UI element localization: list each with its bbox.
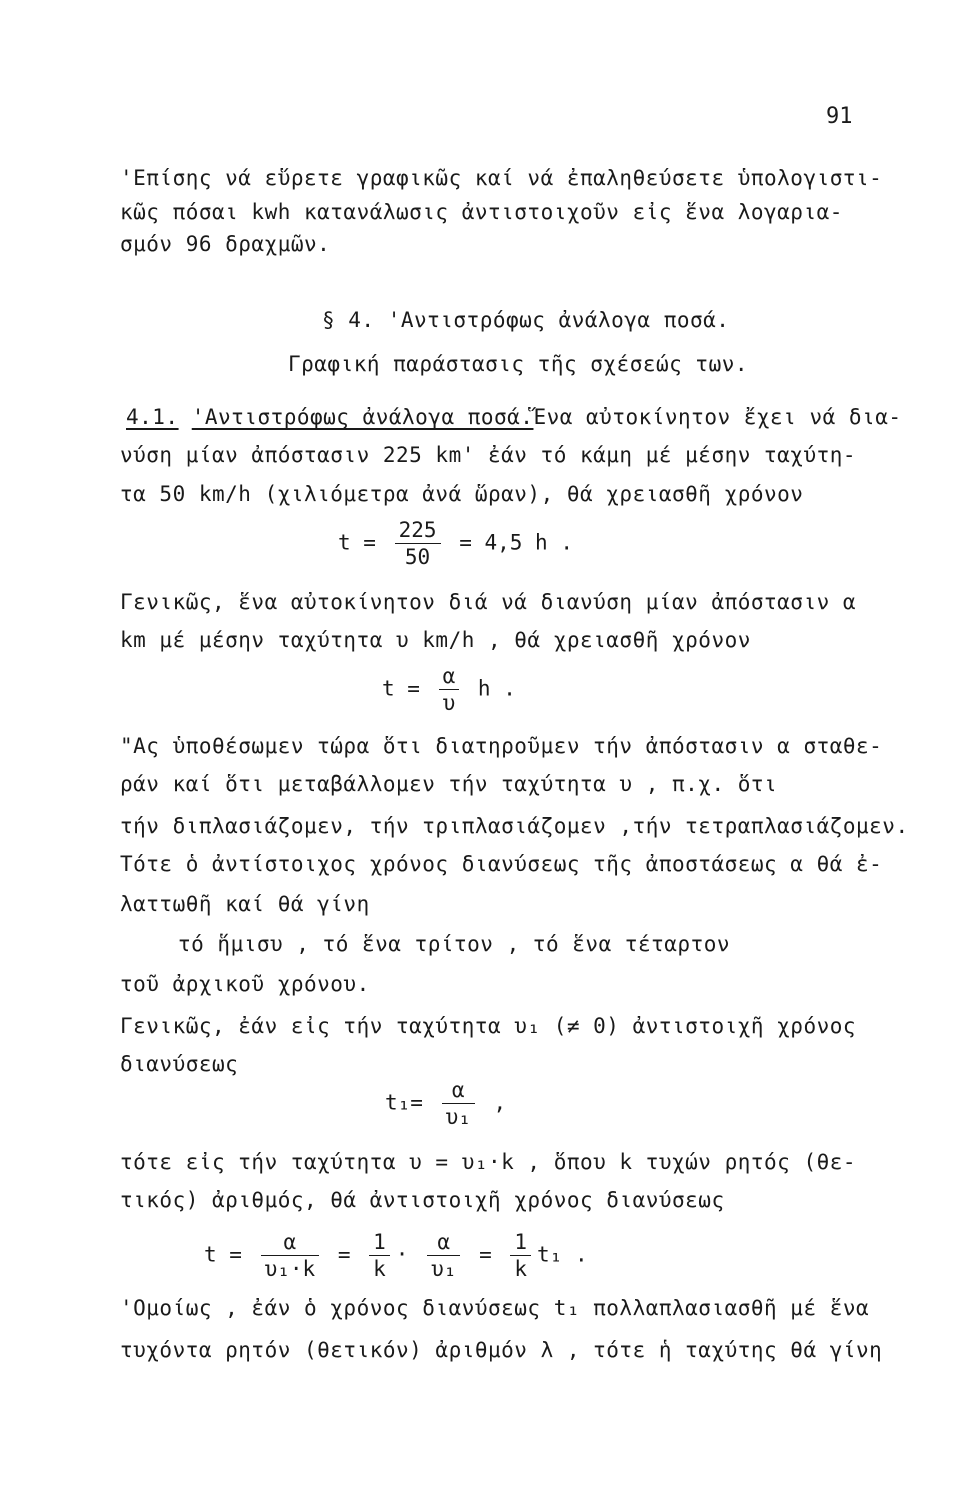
text-line: τα 50 km/h (χιλιόμετρα ἀνά ὥραν), θά χρειασθῆ χρόνον xyxy=(120,482,804,506)
denominator: 50 xyxy=(404,545,431,569)
eq-lhs: t = xyxy=(338,530,376,555)
eq-rhs: , xyxy=(493,1090,507,1115)
multiplication-dot: · xyxy=(395,1242,409,1267)
eq-lhs: t = xyxy=(382,676,420,701)
denominator: υ₁·k xyxy=(264,1257,316,1281)
text-line: νύση μίαν ἀπόστασιν 225 km' ἐάν τό κάμη μέ μέσην ταχύτη- xyxy=(120,443,857,467)
fraction xyxy=(395,518,441,569)
denominator: υ₁ xyxy=(431,1257,457,1281)
text-line: τό ἥμισυ , τό ἕνα τρίτον , τό ἕνα τέταρτον xyxy=(178,932,731,956)
subsection-title: 'Αντιστρόφως ἀνάλογα ποσά. xyxy=(191,405,534,429)
text-line: τοῦ ἀρχικοῦ χρόνου. xyxy=(120,972,370,996)
subsection-text-start: Ἕνα αὐτοκίνητον ἔχει νά δια- xyxy=(533,405,902,429)
text-line: "Ας ὑποθέσωμεν τώρα ὅτι διατηροῦμεν τήν ἀπόστασιν α σταθε- xyxy=(120,734,883,758)
text-line: τότε εἰς τήν ταχύτητα υ = υ₁·k , ὅπου k τυχών ρητός (θε- xyxy=(120,1150,857,1174)
equation-t-225-50 xyxy=(338,518,573,569)
text-line: Γενικῶς, ἐάν εἰς τήν ταχύτητα υ₁ (≠ 0) ἀντιστοιχῆ χρόνος xyxy=(120,1014,857,1038)
numerator: α xyxy=(261,1230,320,1256)
eq-rhs: h . xyxy=(477,676,516,701)
equation-t-alpha-upsilon xyxy=(382,664,516,715)
page-number: 91 xyxy=(826,104,853,129)
equation-t1-alpha-upsilon1 xyxy=(385,1078,506,1129)
eq-tail: t₁ . xyxy=(537,1242,588,1267)
equation-t-chain xyxy=(204,1230,588,1281)
text-line: τυχόντα ρητόν (θετικόν) ἀριθμόν λ , τότε ἡ ταχύτης θά γίνη xyxy=(120,1338,883,1362)
numerator: α xyxy=(442,1078,475,1104)
text-line: διανύσεως xyxy=(120,1052,239,1076)
numerator: 1 xyxy=(510,1230,531,1256)
fraction xyxy=(261,1230,320,1281)
eq-lhs: t = xyxy=(204,1242,242,1267)
subsection-number: 4.1. xyxy=(126,405,179,429)
fraction xyxy=(442,1078,475,1129)
text-line: τήν διπλασιάζομεν, τήν τριπλασιάζομεν ,τήν τετραπλασιάζομεν. xyxy=(120,814,909,838)
equals-sign: = xyxy=(337,1242,351,1267)
numerator: α xyxy=(439,664,460,690)
text-line: Γενικῶς, ἕνα αὐτοκίνητον διά νά διανύση μίαν ἀπόστασιν α xyxy=(120,590,857,614)
fraction xyxy=(439,664,460,715)
text-line: 'Επίσης νά εὕρετε γραφικῶς καί νά ἐπαληθεύσετε ὑπολογιστι- xyxy=(120,166,883,190)
denominator: υ₁ xyxy=(445,1105,471,1129)
subsection-heading xyxy=(126,405,901,429)
text-line: τικός) ἀριθμός, θά ἀντιστοιχῆ χρόνος διανύσεως xyxy=(120,1188,725,1212)
text-line: ράν καί ὅτι μεταβάλλομεν τήν ταχύτητα υ , π.χ. ὅτι xyxy=(120,772,778,796)
section-subtitle: Γραφική παράστασις τῆς σχέσεώς των. xyxy=(288,352,749,376)
text-line: λαττωθῆ καί θά γίνη xyxy=(120,892,370,916)
text-line: km μέ μέσην ταχύτητα υ km/h , θά χρειασθῆ χρόνον xyxy=(120,628,751,652)
numerator: 225 xyxy=(395,518,441,544)
fraction xyxy=(369,1230,390,1281)
fraction xyxy=(510,1230,531,1281)
text-line: Τότε ὁ ἀντίστοιχος χρόνος διανύσεως τῆς ἀποστάσεως α θά ἐ- xyxy=(120,852,883,876)
text-line: σμόν 96 δραχμῶν. xyxy=(120,232,331,256)
fraction xyxy=(427,1230,460,1281)
equals-sign: = xyxy=(479,1242,492,1267)
numerator: α xyxy=(427,1230,460,1256)
denominator: υ xyxy=(442,691,456,715)
eq-rhs: = 4,5 h . xyxy=(459,530,573,555)
text-line: 'Ομοίως , ἐάν ὁ χρόνος διανύσεως t₁ πολλαπλασιασθῆ μέ ἕνα xyxy=(120,1296,870,1320)
numerator: 1 xyxy=(369,1230,390,1256)
text-line: κῶς πόσαι kwh κατανάλωσις ἀντιστοιχοῦν εἰς ἕνα λογαρια- xyxy=(120,200,843,224)
denominator: k xyxy=(514,1257,528,1281)
denominator: k xyxy=(373,1257,386,1281)
section-title: § 4. 'Αντιστρόφως ἀνάλογα ποσά. xyxy=(322,308,730,332)
eq-lhs: t₁= xyxy=(385,1090,423,1115)
